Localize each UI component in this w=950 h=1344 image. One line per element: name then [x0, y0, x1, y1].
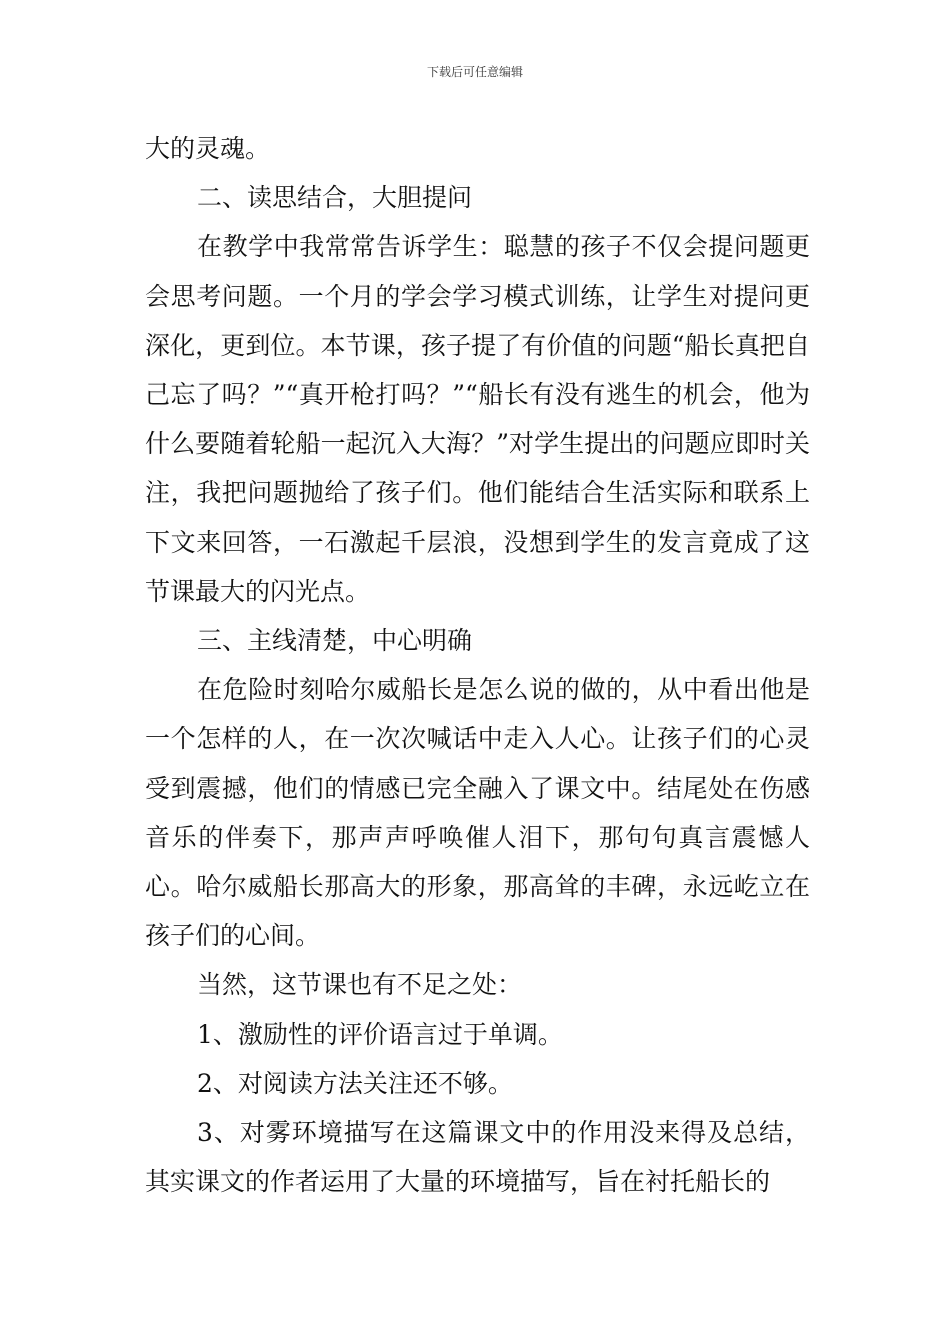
- paragraph: 当然，这节课也有不足之处：: [197, 970, 523, 1000]
- list-item: 1、激励性的评价语言过于单调。: [197, 1019, 563, 1049]
- section-heading-3: 三、主线清楚，中心明确: [197, 626, 473, 656]
- paragraph: 在教学中我常常告诉学生：聪慧的孩子不仅会提问题更会思考问题。一个月的学会学习模式训练，让学生对提问更深化，更到位。本节课，孩子提了有价值的问题“船长真把自己忘了吗？”“真开枪打吗？”“船长有没有逃生的机会，他为什么要随着轮船一起沉入大海？”对学生提出的问题应即时关注，我把问题抛给了孩子们。他们能结合生活实际和联系上下文来回答，一石激起千层浪，没想到学生的发言竟成了这节课最大的闪光点。: [145, 232, 810, 606]
- section-heading-2: 二、读思结合，大胆提问: [197, 183, 473, 213]
- list-item: 2、对阅读方法关注还不够。: [197, 1068, 513, 1098]
- document-body: [145, 124, 810, 1206]
- list-item: 3、对雾环境描写在这篇课文中的作用没来得及总结，其实课文的作者运用了大量的环境描写，旨在衬托船长的: [145, 1118, 810, 1197]
- paragraph: 在危险时刻哈尔威船长是怎么说的做的，从中看出他是一个怎样的人，在一次次喊话中走入人心。让孩子们的心灵受到震撼，他们的情感已完全融入了课文中。结尾处在伤感音乐的伴奏下，那声声呼唤催人泪下，那句句真言震憾人心。哈尔威船长那高大的形象，那高耸的丰碑，永远屹立在孩子们的心间。: [145, 675, 810, 951]
- page-header: 下载后可任意编辑: [426, 65, 523, 79]
- paragraph-continuation: 大的灵魂。: [145, 134, 271, 163]
